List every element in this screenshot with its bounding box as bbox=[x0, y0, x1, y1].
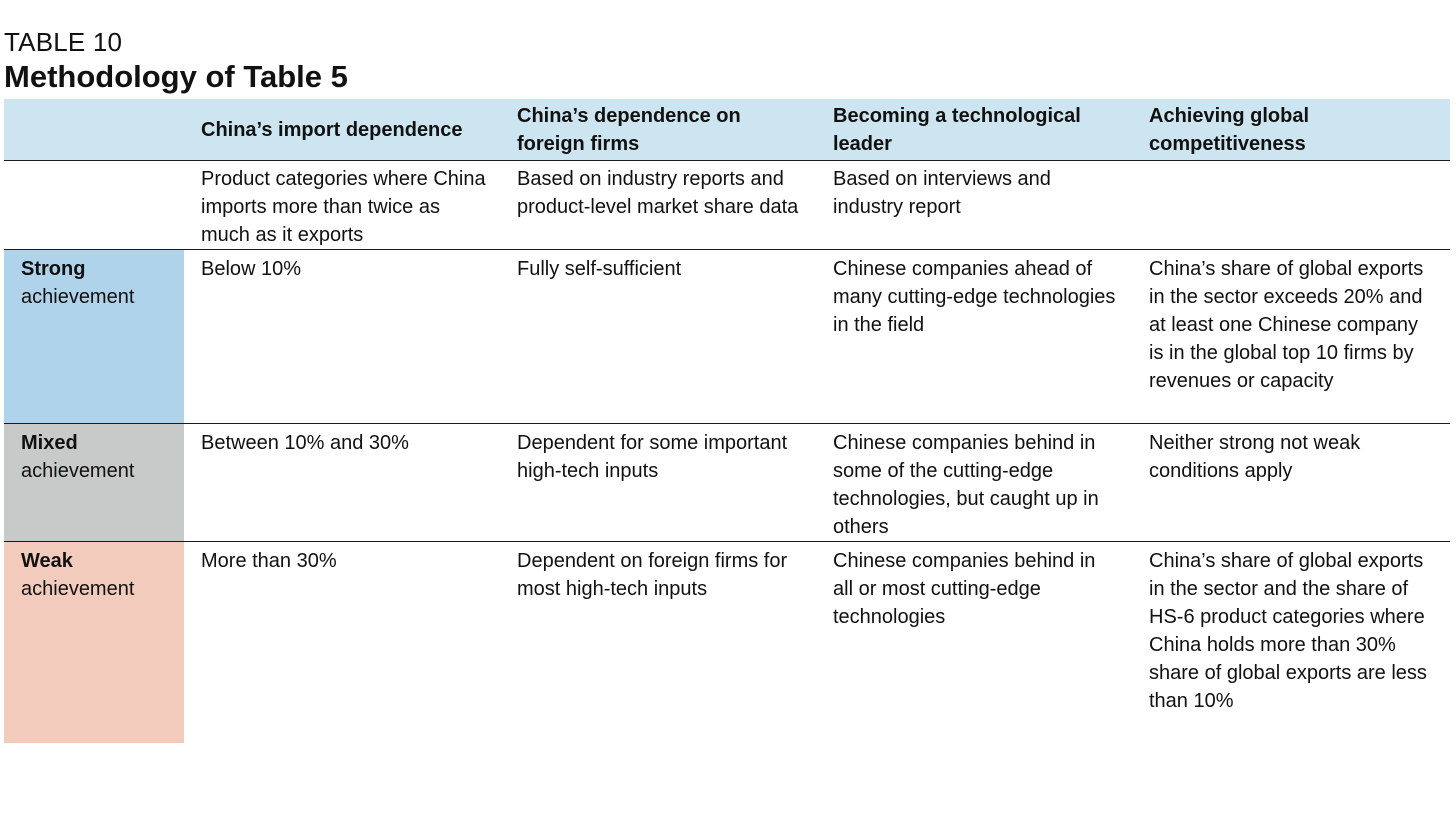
description-cell-empty bbox=[4, 161, 184, 250]
level-cell-weak bbox=[4, 542, 184, 744]
table-cell: China’s share of global exports in the sector and the share of HS-6 product categories where China holds more than 30% share of global exports are less than 10% bbox=[1149, 550, 1427, 712]
table-cell: Dependent on foreign firms for most high-tech inputs bbox=[517, 550, 788, 600]
header-row bbox=[4, 99, 1450, 161]
table-row-strong bbox=[4, 250, 1450, 424]
table-cell: China’s share of global exports in the sector exceeds 20% and at least one Chinese company is in the global top 10 firms by revenues or capacity bbox=[1132, 250, 1450, 424]
table-row-weak bbox=[4, 542, 1450, 744]
table-title: Methodology of Table 5 bbox=[4, 59, 348, 94]
header-technological-leader: Becoming a technological leader bbox=[816, 99, 1132, 161]
table-cell: Below 10% bbox=[184, 250, 500, 424]
description-global-competitiveness bbox=[1132, 161, 1450, 250]
header-foreign-firms-dependence: China’s dependence on foreign firms bbox=[500, 99, 816, 161]
table-cell: Chinese companies behind in some of the cutting-edge technologies, but caught up in others bbox=[816, 424, 1132, 542]
level-cell-mixed bbox=[4, 424, 184, 542]
level-name: Weak bbox=[21, 550, 73, 572]
table-row-mixed bbox=[4, 424, 1450, 542]
table-cell: Chinese companies ahead of many cutting-edge technologies in the field bbox=[816, 250, 1132, 424]
description-row bbox=[4, 161, 1450, 250]
level-subtitle: achievement bbox=[21, 286, 135, 308]
header-cell-empty bbox=[4, 99, 184, 161]
table-cell: Between 10% and 30% bbox=[184, 424, 500, 542]
level-name: Strong bbox=[21, 258, 86, 280]
description-import-dependence: Product categories where China imports more than twice as much as it exports bbox=[184, 161, 500, 250]
level-subtitle: achievement bbox=[21, 460, 135, 482]
header-global-competitiveness: Achieving global competitiveness bbox=[1132, 99, 1450, 161]
table-label: TABLE 10 bbox=[4, 27, 123, 57]
table-cell: Neither strong not weak conditions apply bbox=[1132, 424, 1450, 542]
description-technological-leader: Based on interviews and industry report bbox=[816, 161, 1132, 250]
methodology-table bbox=[4, 99, 1450, 743]
level-cell-strong bbox=[4, 250, 184, 424]
document-page bbox=[4, 26, 1450, 743]
table-cell: Dependent for some important high-tech inputs bbox=[500, 424, 816, 542]
table-cell: Chinese companies behind in all or most cutting-edge technologies bbox=[833, 550, 1096, 628]
table-cell: Fully self-sufficient bbox=[500, 250, 816, 424]
table-cell: More than 30% bbox=[201, 550, 337, 572]
level-name: Mixed bbox=[21, 432, 78, 454]
header-import-dependence: China’s import dependence bbox=[184, 99, 500, 161]
description-foreign-firms-dependence: Based on industry reports and product-level market share data bbox=[500, 161, 816, 250]
level-subtitle: achievement bbox=[21, 578, 135, 600]
